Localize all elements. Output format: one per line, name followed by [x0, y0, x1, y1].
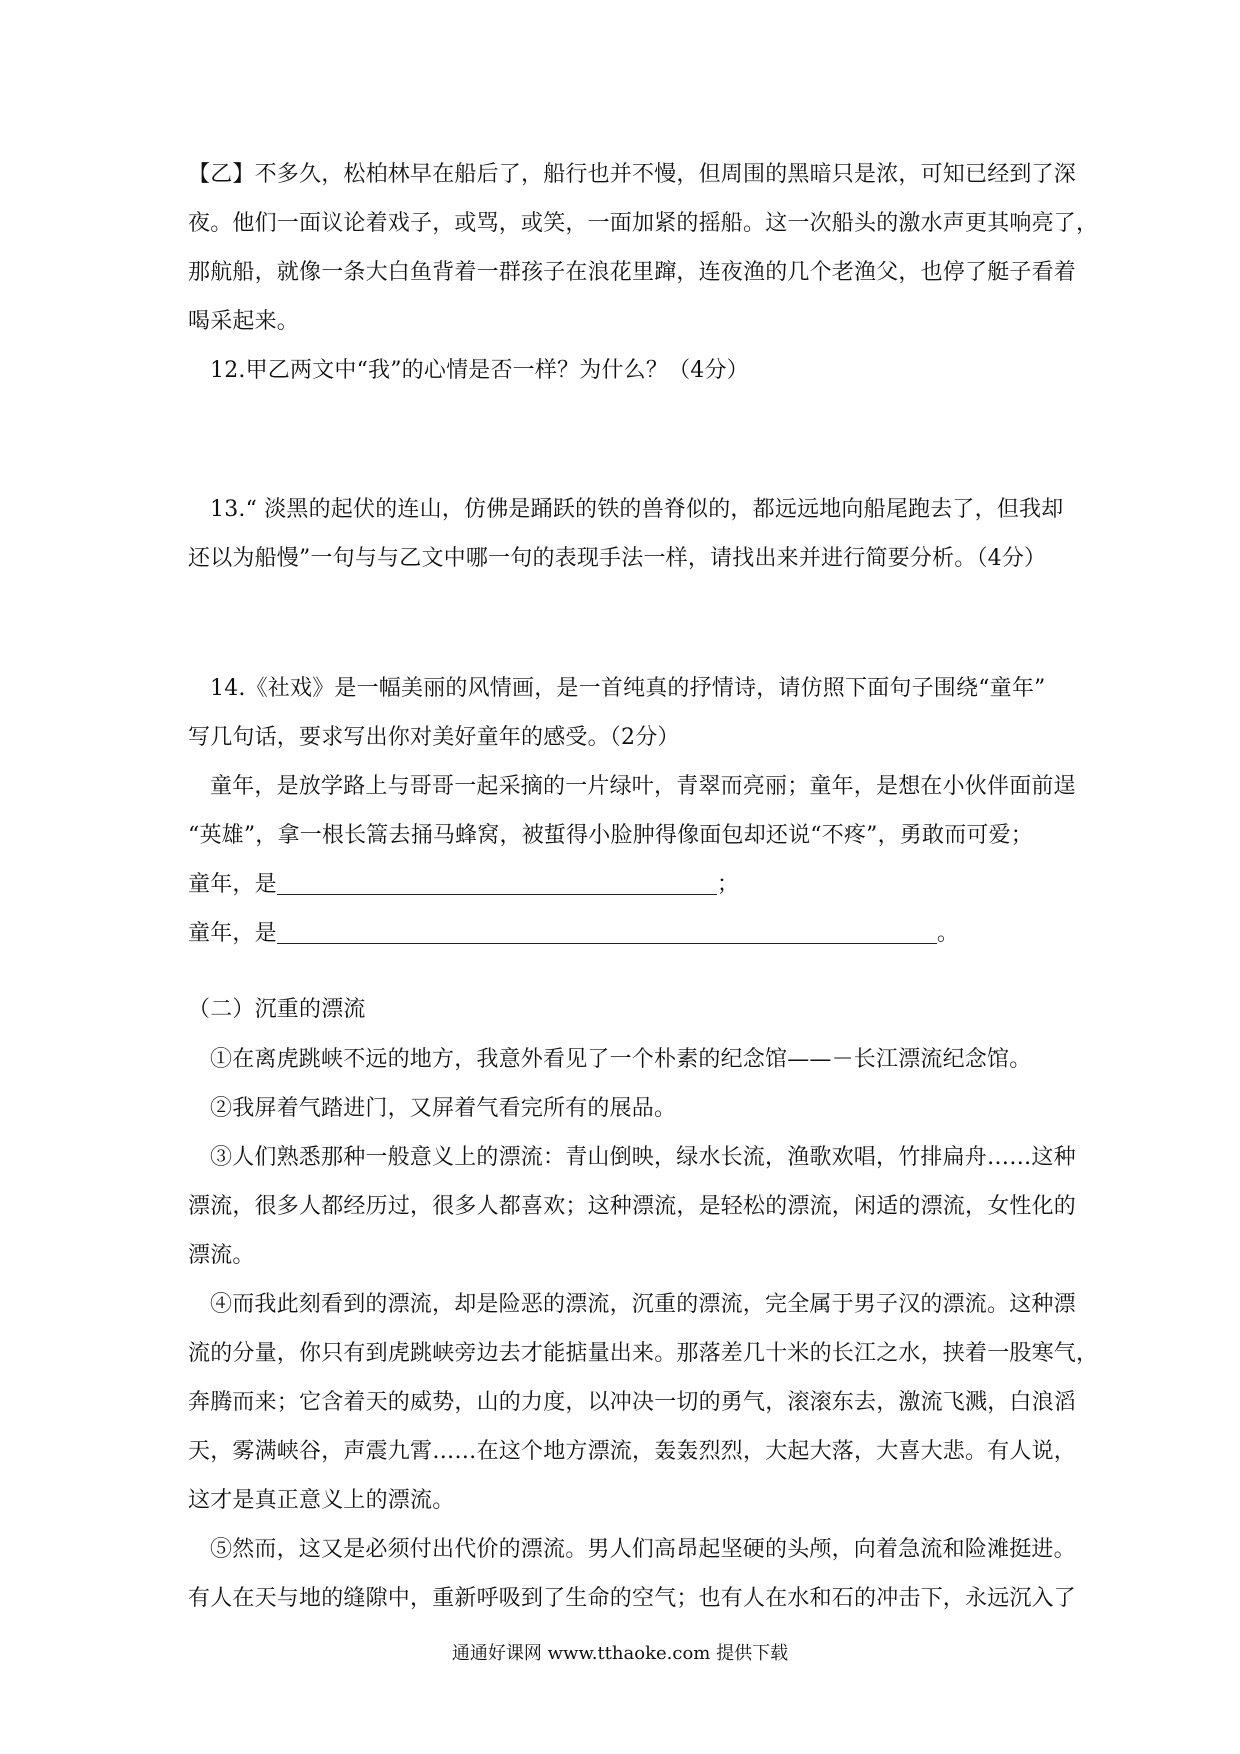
section-2-line: ①在离虎跳峡不远的地方，我意外看见了一个朴素的纪念馆——－长江漂流纪念馆。 — [210, 1047, 1032, 1072]
answer-line-1 — [188, 870, 1058, 900]
section-2-title: （二）沉重的漂流 — [188, 997, 366, 1022]
answer-blank[interactable] — [277, 872, 717, 895]
answer-line-2 — [188, 919, 1058, 949]
passage-yi-line: 夜。他们一面议论着戏子，或骂，或笑，一面加紧的摇船。这一次船头的激水声更其响亮了， — [188, 211, 1099, 236]
question-14-line: 14.《社戏》是一幅美丽的风情画，是一首纯真的抒情诗，请仿照下面句子围绕“童年” — [210, 676, 1046, 701]
section-2-line: 奔腾而来；它含着天的威势，山的力度，以冲决一切的勇气，滚滚东去，激流飞溅，白浪滔 — [188, 1390, 1077, 1415]
section-2-line: 漂流。 — [188, 1243, 255, 1268]
passage-yi-line: 喝采起来。 — [188, 309, 300, 334]
passage-yi-line: 那航船，就像一条大白鱼背着一群孩子在浪花里蹿，连夜渔的几个老渔父，也停了艇子看着 — [188, 260, 1077, 285]
answer-prefix: 童年，是 — [188, 872, 277, 897]
answer-suffix: ； — [716, 872, 740, 897]
section-2-line: ③人们熟悉那种一般意义上的漂流：青山倒映，绿水长流，渔歌欢唱，竹排扁舟……这种 — [210, 1145, 1076, 1170]
question-14-line: 写几句话，要求写出你对美好童年的感受。（2分） — [188, 725, 680, 750]
question-12: 12.甲乙两文中“我”的心情是否一样？为什么？（4分） — [210, 358, 749, 383]
section-2-line: 天，雾满峡谷，声震九霄……在这个地方漂流，轰轰烈烈，大起大落，大喜大悲。有人说， — [188, 1439, 1077, 1464]
passage-yi-line: 【乙】不多久，松柏林早在船后了，船行也并不慢，但周围的黑暗只是浓，可知已经到了深 — [188, 162, 1077, 187]
answer-blank[interactable] — [277, 921, 937, 944]
section-2-line: 有人在天与地的缝隙中，重新呼吸到了生命的空气；也有人在水和石的冲击下，永远沉入了 — [188, 1586, 1077, 1611]
question-13-line: 还以为船慢”一句与与乙文中哪一句的表现手法一样，请找出来并进行简要分析。（4分） — [188, 546, 1047, 571]
section-2-line: 漂流，很多人都经历过，很多人都喜欢；这种漂流，是轻松的漂流，闲适的漂流，女性化的 — [188, 1194, 1077, 1219]
question-14-example-line: 童年，是放学路上与哥哥一起采摘的一片绿叶，青翠而亮丽；童年，是想在小伙伴面前逞 — [210, 774, 1076, 799]
section-2-line: ④而我此刻看到的漂流，却是险恶的漂流，沉重的漂流，完全属于男子汉的漂流。这种漂 — [210, 1292, 1076, 1317]
answer-suffix: 。 — [936, 921, 960, 946]
page-footer: 通通好课网 www.tthaoke.com 提供下载 — [451, 1643, 789, 1664]
section-2-line: ②我屏着气踏进门，又屏着气看完所有的展品。 — [210, 1096, 677, 1121]
answer-prefix: 童年，是 — [188, 921, 277, 946]
question-14-example-line: “英雄”，拿一根长篙去捅马蜂窝，被蜇得小脸肿得像面包却还说“不疼”，勇敢而可爱； — [188, 823, 1033, 848]
section-2-line: ⑤然而，这又是必须付出代价的漂流。男人们高昂起坚硬的头颅，向着急流和险滩挺进。 — [210, 1537, 1076, 1562]
section-2-line: 流的分量，你只有到虎跳峡旁边去才能掂量出来。那落差几十米的长江之水，挟着一股寒气， — [188, 1341, 1099, 1366]
question-13-line: 13.“ 淡黑的起伏的连山，仿佛是踊跃的铁的兽脊似的，都远远地向船尾跑去了，但我却 — [210, 497, 1064, 522]
section-2-line: 这才是真正意义上的漂流。 — [188, 1488, 455, 1513]
